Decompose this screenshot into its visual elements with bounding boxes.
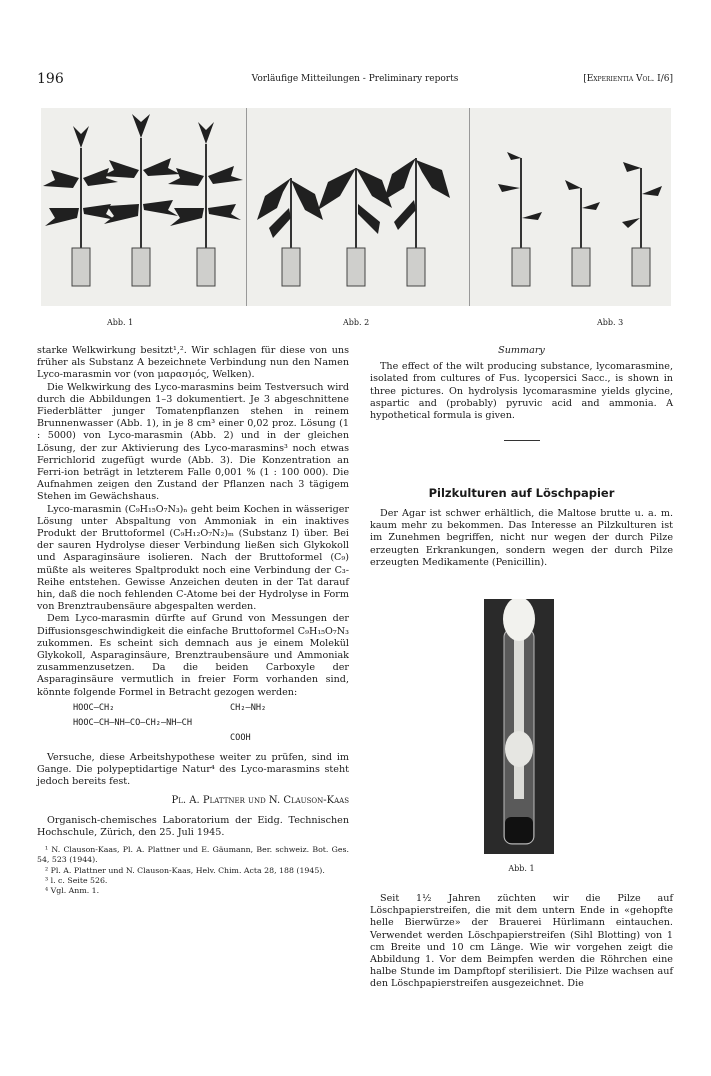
footnote: ⁴ Vgl. Anm. 1. [45,885,100,895]
plant-photographs [41,108,671,306]
footnote: ² Pl. A. Plattner und N. Clauson-Kaas, Helv. Chim. Acta 28, 188 (1945). [45,865,325,875]
caption-abb-3: Abb. 3 [597,318,624,327]
journal-reference: [Experientia Vol. I/6] [583,74,673,84]
section-intro [370,508,673,569]
paragraph: Versuche, diese Arbeitshypothese weiter zu prüfen, sind im Gange. Die polypeptidartige Natur⁴ des Lyco-marasmins steht jedoch bereits fest. [37,751,349,788]
divider [504,440,540,441]
summary-text: The effect of the wilt producing substance, lycomarasmine, isolated from cultures of Fus. lycopersici Sacc., is shown in three pictures. On hydrolysis lycomarasmine yields glycine, aspartic and (probably) pyruvic acid and ammonia. A hypothetical formula is given. [370,361,673,422]
footnote: ¹ N. Clauson-Kaas, Pl. A. Plattner und E. Gäumann, Ber. schweiz. Bot. Ges. 54, 523 (1944). [37,845,349,865]
paragraph: Die Welkwirkung des Lyco-marasmins beim Testversuch wird durch die Abbildungen 1–3 dokumentiert. Je 3 abgeschnittene Fiederblätter junger Tomatenpflanzen stehen in reinem Brunnenwasser (Abb. 1), in je 8 cm³ einer 0,02 proz. Lösung (1 : 5000) von Lyco-marasmin (Abb. 2) und in der gleichen Lösung, der zur Aktivierung des Lyco-marasmins³ noch etwas Ferrichlorid zugefügt wurde (Abb. 3). Die Konzentration an Ferri-ion beträgt in letzterem Falle 0,001 % (1 : 100 000). Die Aufnahmen zeigen den Zustand der Pflanzen nach 3 tägigem Stehen im Gewächshaus. [37,381,349,503]
paragraph: Dem Lyco-marasmin dürfte auf Grund von Messungen der Diffusionsgeschwindigkeit die einfache Bruttoformel C₉H₁₅O₇N₃ zukommen. Es scheint sich demnach aus je einem Molekül Glykokoll, Asparaginsäure, Brenztraubensäure und Ammoniak zusammenzusetzen. Da die beiden Carboxyle der Asparaginsäure vermutlich in freier Form vorhanden sind, könnte folgende Formel in Betracht gezogen werden: [37,613,349,698]
formula-line: HOOC—CH—NH—CO—CH₂—NH—CH [73,717,192,728]
footnotes [37,845,349,896]
caption-abb-1-right: Abb. 1 [508,864,535,873]
figure-captions [37,318,673,330]
left-column [37,345,349,896]
formula-line: COOH [230,732,251,743]
caption-abb-1: Abb. 1 [107,318,134,327]
continued-text [370,893,673,991]
caption-abb-2: Abb. 2 [343,318,370,327]
summary-block [370,345,673,441]
formula-line: HOOC—CH₂ [73,702,115,713]
page-number: 196 [37,71,64,87]
paragraph: Der Agar ist schwer erhältlich, die Maltose brutte u. a. m. kaum mehr zu bekommen. Das Interesse an Pilzkulturen ist im Zunehmen begriffen, nicht nur wegen der durch Pilze erzeugten Erkrankungen, sondern wegen der durch Pilze erzeugten Medikamente (Penicillin). [370,508,673,568]
formula-line: CH₂—NH₂ [230,702,267,713]
authors: Pl. A. Plattner und N. Clauson-Kaas [171,794,349,806]
paragraph: starke Welkwirkung besitzt¹,². Wir schlagen für diese von uns früher als Substanz A bezeichnete Verbindung nun den Namen Lyco-marasmin vor (von μαρασμός, Welken). [37,345,349,381]
running-title: Vorläufige Mitteilungen - Preliminary reports [251,74,459,84]
culture-tube-photo [484,599,554,854]
affiliation: Organisch-chemisches Laboratorium der Eidg. Technischen Hochschule, Zürich, den 25. Juli 1945. [37,814,349,838]
paragraph: Seit 1½ Jahren züchten wir die Pilze auf Löschpapierstreifen, die mit dem untern Ende in «gehopfte helle Bierwürze» der Brauerei Hürlimann eintauchen. Verwendet werden Löschpapierstreifen (Sihl Blotting) von 1 cm Breite und 10 cm Länge. Wie wir vorgehen zeigt die Abbildung 1. Vor dem Beimpfen werden die Röhrchen eine halbe Stunde im Dampftopf sterilisiert. Die Pilze wachsen auf den Löschpapierstreifen ausgezeichnet. Die [370,893,673,990]
section-title: Pilzkulturen auf Löschpapier [428,486,615,500]
summary-heading: Summary [498,345,545,356]
structural-formula [73,703,349,747]
paragraph: Lyco-marasmin (C₉H₁₅O₇N₃)ₙ geht beim Kochen in wässeriger Lösung unter Abspaltung von Ammoniak in ein inaktives Produkt der Bruttoformel (C₉H₁₂O₇N₂)ₘ (Substanz I) über. Bei der sauren Hydrolyse dieser Verbindung ließen sich Glykokoll und Asparaginsäure isolieren. Nach der Bruttoformel (C₉) müßte als weiteres Spaltprodukt noch eine Verbindung der C₃-Reihe entstehen. Gewisse Anzeichen deuten in der Tat darauf hin, daß die noch fehlenden C-Atome bei der Hydrolyse in Form von Brenztraubensäure abgespalten werden. [37,503,349,613]
running-header [37,71,673,88]
footnote: ³ l. c. Seite 526. [45,875,108,885]
